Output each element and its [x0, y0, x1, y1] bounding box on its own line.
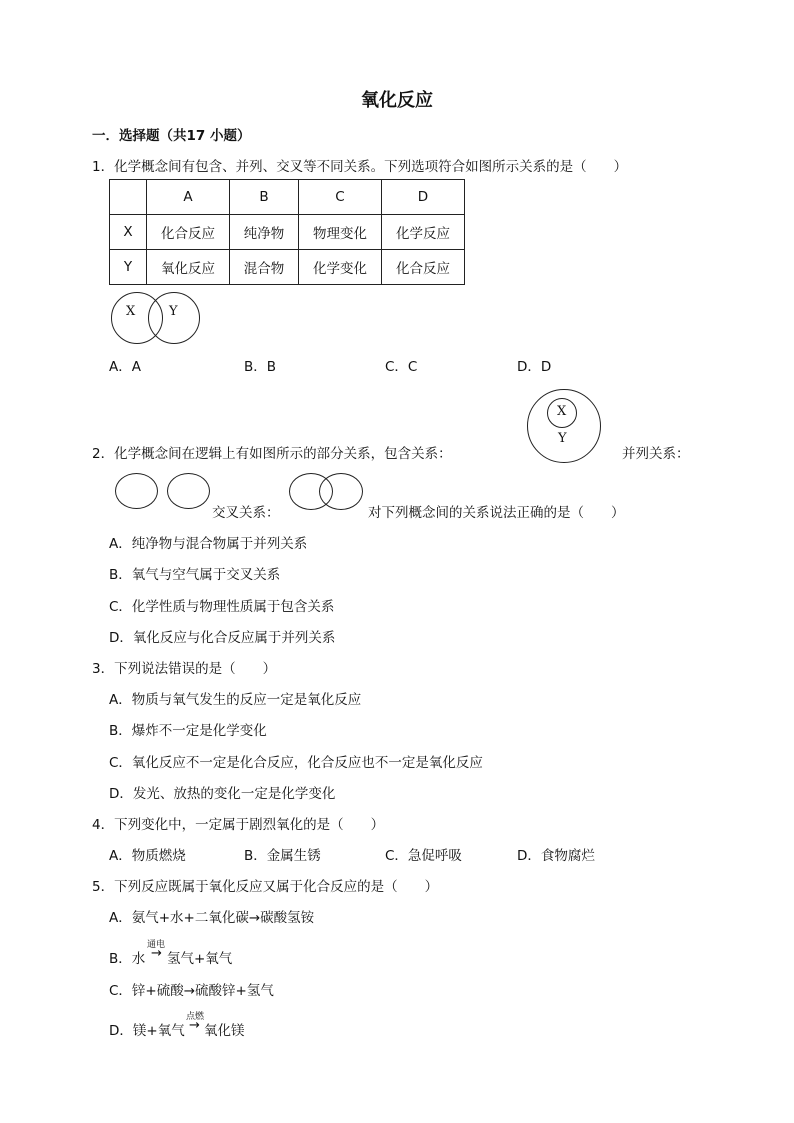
table-cell: 混合物 — [230, 250, 299, 285]
reaction-condition-label: 点燃 — [186, 1012, 205, 1022]
q3-option-a[interactable]: A．物质与氧气发生的反应一定是氧化反应 — [109, 692, 362, 708]
q1-option-c[interactable]: C．C — [385, 359, 418, 375]
table-cell: 化合反应 — [147, 215, 230, 250]
contain-label-y: Y — [558, 431, 567, 446]
table-cell — [110, 180, 147, 215]
table-cell: Y — [110, 250, 147, 285]
reaction-arrow-icon: → — [189, 1018, 200, 1033]
venn-label-y: Y — [169, 304, 178, 319]
overlap-circle-right — [319, 473, 363, 510]
page-title: 氧化反应 — [361, 90, 433, 111]
q2-option-a[interactable]: A．纯净物与混合物属于并列关系 — [109, 536, 308, 552]
q5-stem: 5．下列反应既属于氧化反应又属于化合反应的是（ ） — [92, 879, 439, 895]
table-cell: 化合反应 — [382, 250, 465, 285]
q4-option-c[interactable]: C．急促呼吸 — [385, 848, 462, 864]
table-cell: X — [110, 215, 147, 250]
q5-option-d-products: 氧化镁 — [204, 1023, 245, 1039]
q5-option-d-prefix: D．镁+氧气 — [109, 1023, 185, 1039]
table-row — [110, 250, 465, 285]
reaction-condition-label: 通电 — [147, 940, 166, 950]
q5-option-a[interactable]: A．氨气+水+二氧化碳→碳酸氢铵 — [109, 910, 315, 926]
q3-option-b[interactable]: B．爆炸不一定是化学变化 — [109, 723, 267, 739]
q2-stem-part1: 2．化学概念间在逻辑上有如图所示的部分关系，包含关系： — [92, 446, 452, 462]
table-cell: A — [147, 180, 230, 215]
q3-option-d[interactable]: D．发光、放热的变化一定是化学变化 — [109, 786, 336, 802]
q5-option-b-prefix: B．水 — [109, 951, 146, 967]
q5-option-b-products: 氢气+氧气 — [167, 951, 233, 967]
q1-table — [109, 179, 465, 285]
table-cell: 化学反应 — [382, 215, 465, 250]
q2-stem-part4: 对下列概念间的关系说法正确的是（ ） — [368, 505, 625, 521]
q2-option-c[interactable]: C．化学性质与物理性质属于包含关系 — [109, 599, 335, 615]
table-cell: 物理变化 — [299, 215, 382, 250]
q1-stem: 1．化学概念间有包含、并列、交叉等不同关系。下列选项符合如图所示关系的是（ ） — [92, 159, 628, 175]
q4-option-b[interactable]: B．金属生锈 — [244, 848, 321, 864]
q1-option-a[interactable]: A．A — [109, 359, 141, 375]
q1-option-b[interactable]: B．B — [244, 359, 277, 375]
q4-stem: 4．下列变化中，一定属于剧烈氧化的是（ ） — [92, 817, 385, 833]
q2-option-d[interactable]: D．氧化反应与化合反应属于并列关系 — [109, 630, 336, 646]
table-cell: 氧化反应 — [147, 250, 230, 285]
venn-label-x: X — [126, 304, 136, 319]
q2-stem-part3: 交叉关系： — [212, 505, 280, 521]
contain-label-x: X — [557, 404, 567, 419]
table-cell: B — [230, 180, 299, 215]
table-row — [110, 180, 465, 215]
parallel-circle-left — [115, 473, 158, 509]
reaction-arrow-icon: → — [151, 946, 162, 961]
q3-stem: 3．下列说法错误的是（ ） — [92, 661, 277, 677]
table-cell: 纯净物 — [230, 215, 299, 250]
q1-option-d[interactable]: D．D — [517, 359, 552, 375]
table-cell: D — [382, 180, 465, 215]
q4-option-d[interactable]: D．食物腐烂 — [517, 848, 595, 864]
parallel-circle-right — [167, 473, 210, 509]
q2-option-b[interactable]: B．氧气与空气属于交叉关系 — [109, 567, 281, 583]
q4-option-a[interactable]: A．物质燃烧 — [109, 848, 186, 864]
q5-option-c[interactable]: C．锌+硫酸→硫酸锌+氢气 — [109, 983, 274, 999]
section-heading: 一．选择题（共17 小题） — [92, 128, 251, 144]
table-row — [110, 215, 465, 250]
table-cell: 化学变化 — [299, 250, 382, 285]
q3-option-c[interactable]: C．氧化反应不一定是化合反应，化合反应也不一定是氧化反应 — [109, 755, 483, 771]
table-cell: C — [299, 180, 382, 215]
q2-stem-part2: 并列关系： — [622, 446, 690, 462]
